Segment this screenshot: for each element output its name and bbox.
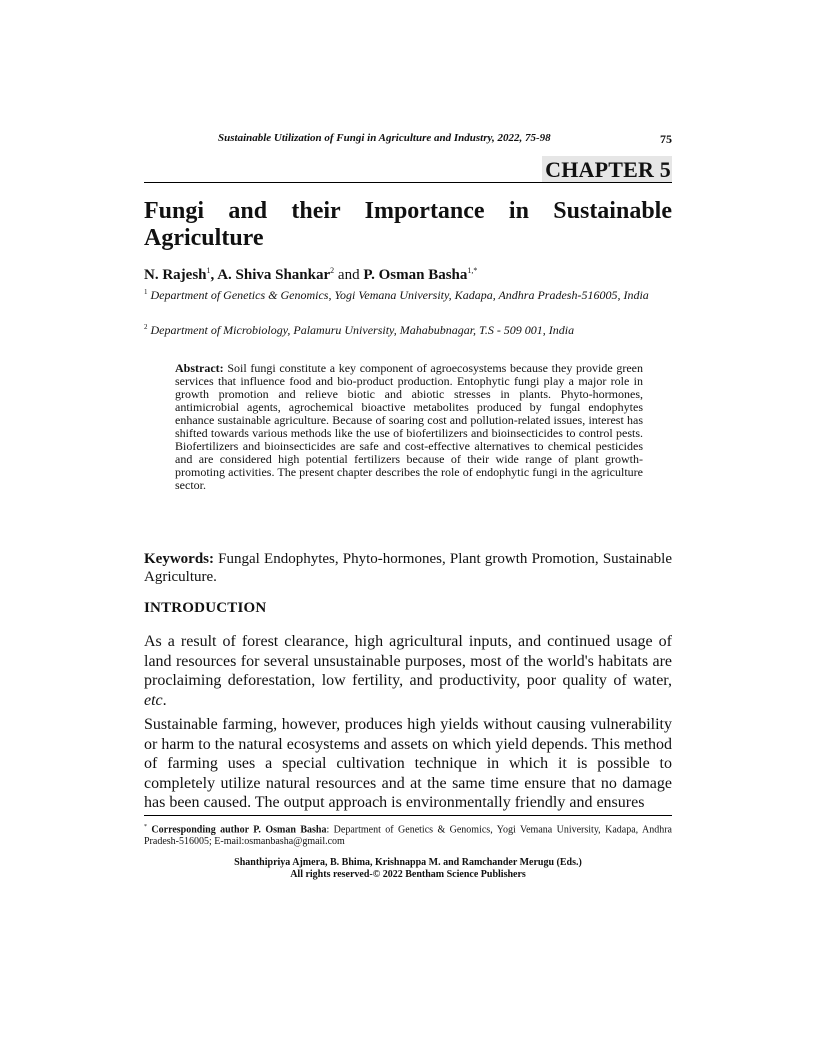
keywords-label: Keywords: xyxy=(144,551,214,567)
footnote-text: : Department of Genetics & Genomics, Yogi Vemana University, Kadapa, Andhra Pradesh-516005; E-mail:osmanbasha@gmail.com xyxy=(144,824,672,848)
journal-year-pages: , 2022, 75-98 xyxy=(491,132,551,144)
copyright-line: All rights reserved-© 2022 Bentham Science Publishers xyxy=(290,869,526,880)
abstract-label: Abstract: xyxy=(175,361,224,375)
running-header xyxy=(144,131,672,149)
affiliation-mark: 1 xyxy=(144,288,148,296)
footnote-mark: * xyxy=(144,824,147,830)
abstract xyxy=(175,362,643,492)
paragraph-text: As a result of forest clearance, high agricultural inputs, and continued usage of land resources for several unsustainable purposes, most of the world's habitats are proclaiming deforestation, low fertility, and productivity, poor quality of water, xyxy=(144,633,672,689)
affiliation-text: Department of Microbiology, Palamuru University, Mahabubnagar, T.S - 509 001, India xyxy=(147,323,575,337)
footnote xyxy=(144,821,672,848)
body-paragraph xyxy=(144,632,672,710)
footnote-divider xyxy=(144,815,672,816)
author-name: P. Osman Basha xyxy=(363,267,468,283)
author-affiliation-mark: 1,* xyxy=(467,266,478,275)
keywords xyxy=(144,550,672,586)
author-affiliation-mark: 2 xyxy=(330,266,335,275)
affiliation-mark: 2 xyxy=(144,323,148,331)
editors-line: Shanthipriya Ajmera, B. Bhima, Krishnappa M. and Ramchander Merugu (Eds.) xyxy=(234,857,582,868)
journal-citation xyxy=(218,132,551,144)
author-affiliation-mark: 1 xyxy=(206,266,211,275)
publisher-info xyxy=(144,857,672,881)
chapter-divider xyxy=(144,182,672,183)
author-name: N. Rajesh xyxy=(144,267,207,283)
section-heading: INTRODUCTION xyxy=(144,600,267,616)
affiliation-text: Department of Genetics & Genomics, Yogi Vemana University, Kadapa, Andhra Pradesh-516005, India xyxy=(147,288,649,302)
author-name: A. Shiva Shankar xyxy=(217,267,331,283)
body-paragraph: Sustainable farming, however, produces high yields without causing vulnerability or harm to the natural ecosystems and assets on which yield depends. This method of farming uses a special cultivation technique in which it is possible to completely utilize natural resources and at the same time ensure that no damage has been caused. The output approach is environmentally friendly and ensures xyxy=(144,716,672,811)
keywords-text: Fungal Endophytes, Phyto-hormones, Plant growth Promotion, Sustainable Agriculture. xyxy=(144,551,672,585)
chapter-label: CHAPTER 5 xyxy=(542,156,672,182)
affiliation xyxy=(144,285,672,303)
chapter-title-line-2: Agriculture xyxy=(144,225,264,251)
chapter-title xyxy=(144,198,672,252)
author-joiner: and xyxy=(334,267,364,283)
chapter-title-line-1: Fungi and their Importance in Sustainable xyxy=(144,198,672,224)
footnote-label: Corresponding author P. Osman Basha xyxy=(147,824,327,836)
author-list: N. Rajesh$^1$, A. Shiva Shankar$^2$ and P. Osman Basha$^{1,*}$ xyxy=(144,266,478,283)
affiliation xyxy=(144,320,672,338)
paragraph-text-end: . xyxy=(162,691,167,709)
page-number: 75 xyxy=(660,132,672,146)
paragraph-italic-text: etc xyxy=(144,691,163,709)
abstract-text: Soil fungi constitute a key component of agroecosystems because they provide green services that influence food and bio-product production. Entophytic fungi play a major role in growth promotion and relieve biotic and abiotic stresses in plants. Phyto-hormones, antimicrobial agents, agrochemical bioactive metabolites produced by fungal endophytes enhance sustainable agriculture. Because of soaring cost and pollution-related issues, interest has shifted towards various methods like the use of biofertilizers and bioinsecticides to control pests. Biofertilizers and bioinsecticides are safe and cost-effective alternatives to chemical pesticides and are considered high potential fertilizers because of their wide range of plant growth-promoting activities. The present chapter describes the role of endophytic fungi in the agriculture sector. xyxy=(175,361,643,492)
journal-title: Sustainable Utilization of Fungi in Agriculture and Industry xyxy=(218,132,492,144)
